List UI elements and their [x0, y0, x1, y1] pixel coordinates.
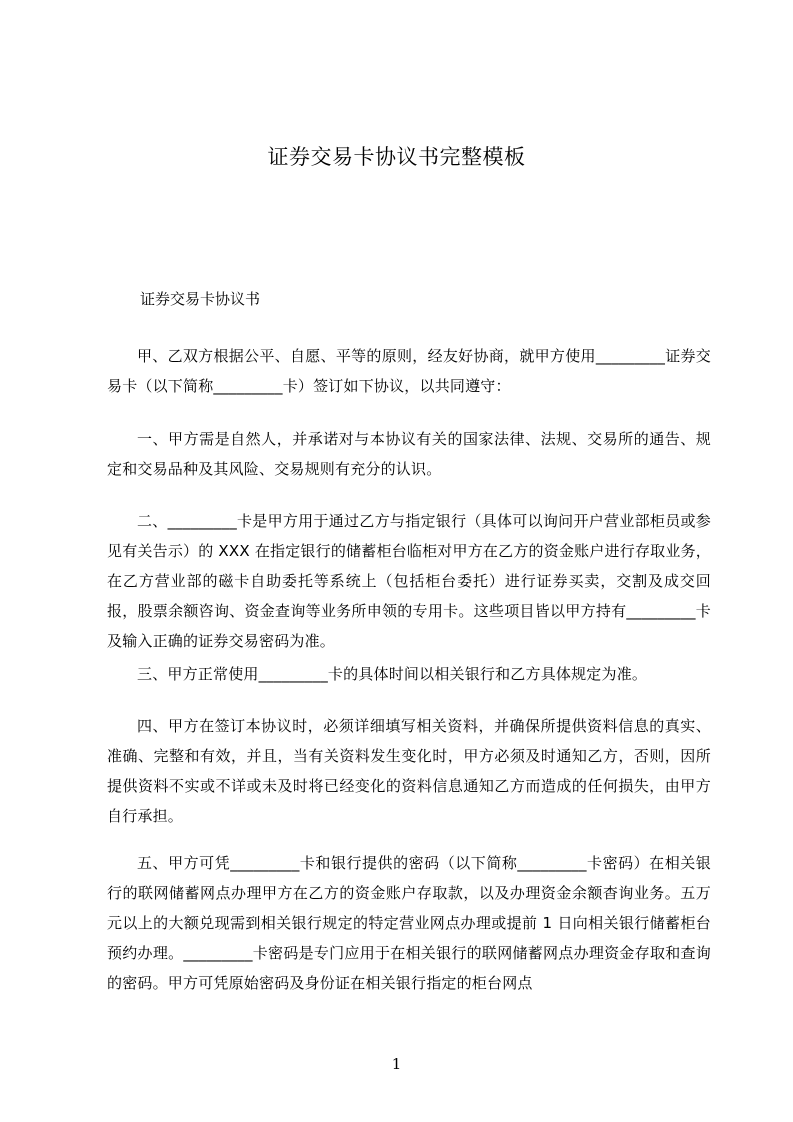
document-title: 证券交易卡协议书完整模板	[267, 145, 526, 169]
paragraph-clause-1: 一、甲方需是自然人，并承诺对与本协议有关的国家法律、法规、交易所的通告、规定和交易品种及其风险、交易规则有充分的认识。	[107, 430, 711, 478]
document-subtitle: 证券交易卡协议书	[140, 290, 261, 308]
paragraph-clause-2: 二、_________卡是甲方用于通过乙方与指定银行（具体可以询问开户营业部柜员或参见有关告示）的 XXX 在指定银行的储蓄柜台临柜对甲方在乙方的资金账户进行存取业务，在乙方营业部的磁卡自助委托等系统上（包括柜台委托）进行证券买卖，交割及成交回报，股票余额咨询、资金查询等业务所申领的专用卡。这些项目皆以甲方持有_________卡及输入正确的证券交易密码为准。	[107, 512, 711, 650]
paragraph-clause-5: 五、甲方可凭_________卡和银行提供的密码（以下简称_________卡密码）在相关银行的联网储蓄网点办理甲方在乙方的资金账户存取款，以及办理资金余额杳询业务。五万元以上的大额兑现需到相关银行规定的特定营业网点办理或提前 1 日向相关银行储蓄柜台预约办理。_________卡密码是专门应用于在相关银行的联网储蓄网点办理资金存取和查询的密码。甲方可凭原始密码及身份证在相关银行指定的柜台网点	[107, 854, 711, 992]
paragraph-preamble: 甲、乙双方根据公平、自愿、平等的原则，经友好协商，就甲方使用_________证券交易卡（以下简称_________卡）签订如下协议，以共同遵守：	[107, 347, 711, 395]
page-number: 1	[391, 1055, 402, 1073]
paragraph-clause-3: 三、甲方正常使用_________卡的具体时间以相关银行和乙方具体规定为准。	[137, 665, 648, 683]
paragraph-clause-4: 四、甲方在签订本协议时，必须详细填写相关资料，并确保所提供资料信息的真实、准确、完整和有效，并且，当有关资料发生变化时，甲方必须及时通知乙方，否则，因所提供资料不实或不详或未及时将已经变化的资料信息通知乙方而造成的任何损失，由甲方自行承担。	[107, 717, 711, 825]
